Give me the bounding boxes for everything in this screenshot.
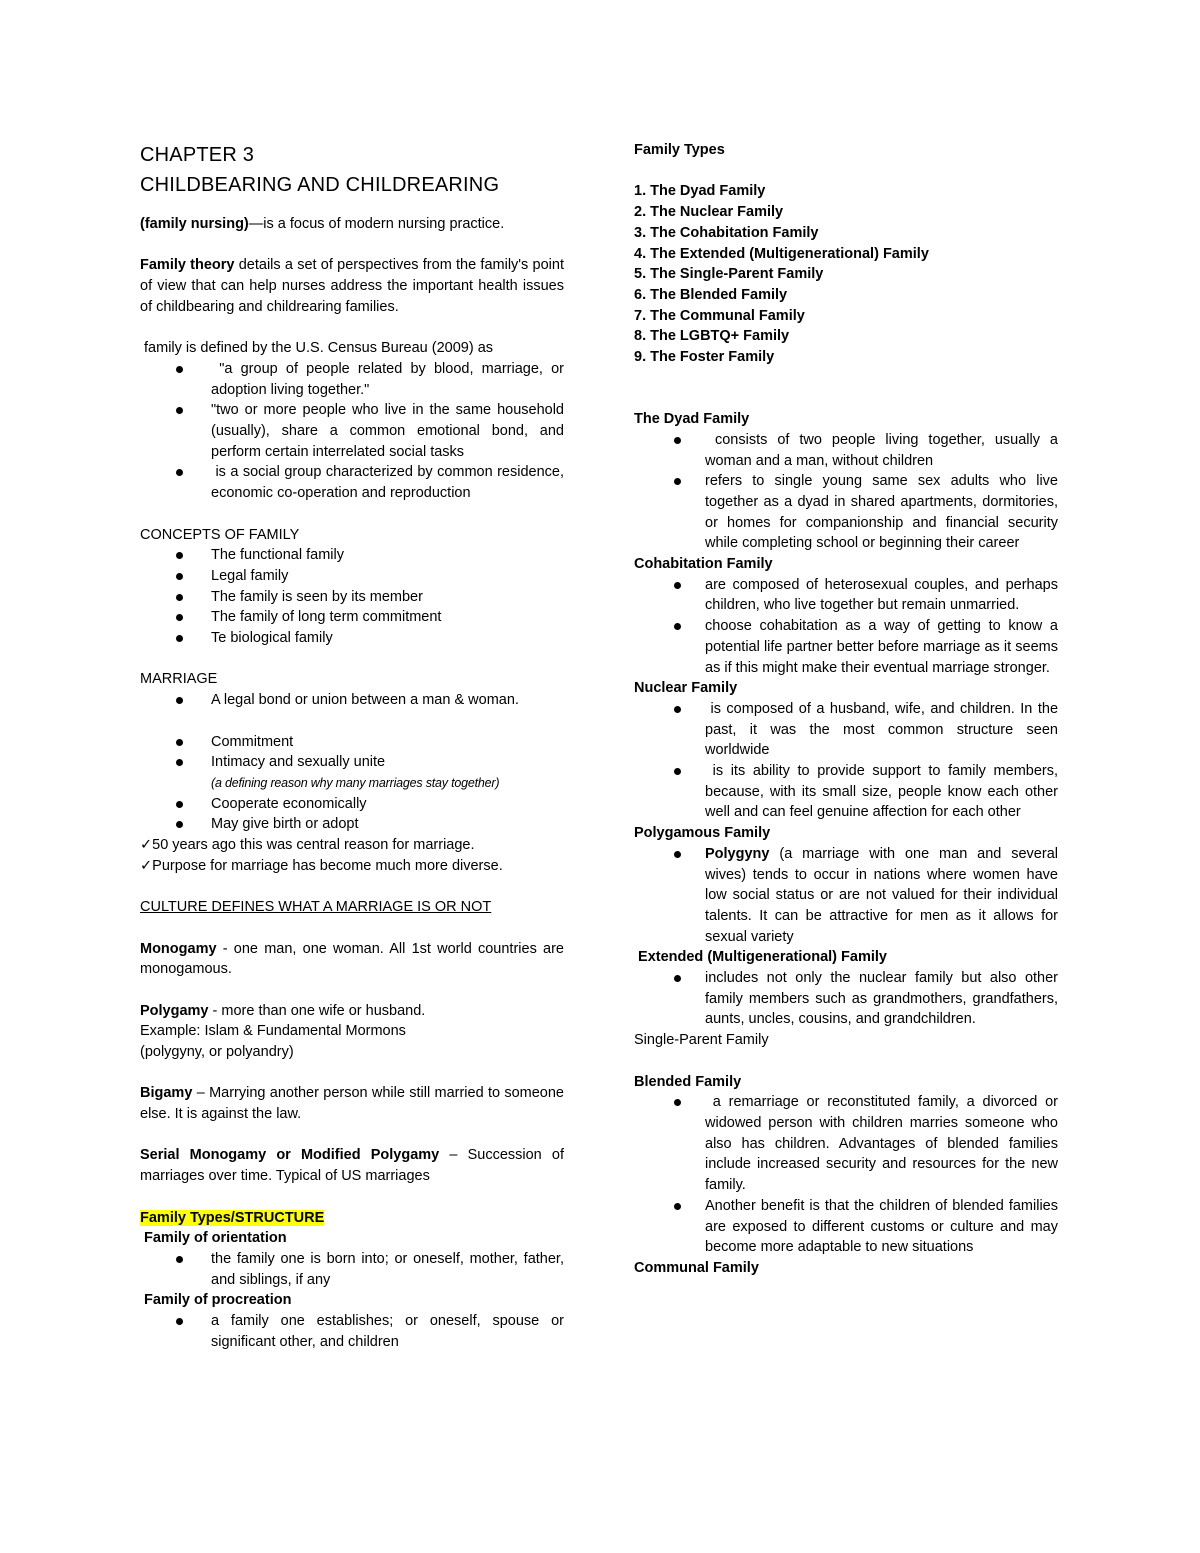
serial-text: – Succession of marriages over time. Typical of US marriages [140,1147,564,1185]
nuclear-list [634,699,1063,823]
list-item: the family one is born into; or oneself, mother, father, and siblings, if any [140,1249,564,1290]
family-theory-text: details a set of perspectives from the family's point of view that can help nurses address the important health issues of childbearing and childrearing families. [140,257,564,315]
procreation-list [140,1311,564,1352]
blended-list [634,1092,1063,1258]
left-column [140,140,569,1353]
marriage-list [140,690,564,711]
check-note-1: ✓50 years ago this was central reason for marriage. [140,837,475,854]
monogamy-text: - one man, one woman. All 1st world countries are monogamous. [140,940,564,978]
check-note-2: ✓Purpose for marriage has become much more diverse. [140,857,503,874]
polygamy-example: Example: Islam & Fundamental Mormons [140,1023,406,1040]
marriage-list-2 [140,732,564,836]
bigamy-term: Bigamy [140,1085,193,1102]
list-item: 4. The Extended (Multigenerational) Family [634,245,929,262]
monogamy-paragraph [140,939,564,980]
orientation-list [140,1249,564,1290]
dyad-list [634,430,1063,554]
nuclear-heading: Nuclear Family [634,680,738,697]
census-intro: family is defined by the U.S. Census Bureau (2009) as [140,340,494,357]
list-item: Another benefit is that the children of blended families are exposed to different customs or culture and may become more adaptable to new situations [634,1196,1058,1258]
list-item: The family is seen by its member [140,587,564,608]
family-theory-paragraph [140,255,564,317]
list-item: are composed of heterosexual couples, and perhaps children, who live together but remain unmarried. [634,575,1058,616]
concepts-list [140,545,564,649]
list-item: The functional family [140,545,564,566]
polygamy-example-2: (polygyny, or polyandry) [140,1044,294,1060]
family-nursing-text: —is a focus of modern nursing practice. [248,216,505,232]
list-item: The family of long term commitment [140,607,564,628]
marriage-heading: MARRIAGE [140,671,218,688]
polygyny-text: (a marriage with one man and several wives) tends to occur in nations where women have low social status or are not valued for their individual talents. It can be attractive for men as it allows for sexual variety [705,845,1058,945]
structure-heading-line [140,1208,564,1229]
list-item: Te biological family [140,628,564,649]
list-item: a remarriage or reconstituted family, a divorced or widowed person with children marries someone who also has children. Advantages of blended families include increased security and resources for the new family. [634,1092,1058,1196]
list-item: consists of two people living together, usually a woman and a man, without children [634,430,1058,471]
marriage-note: (a defining reason why many marriages stay together) [211,775,500,790]
bigamy-paragraph [140,1083,564,1124]
dyad-heading: The Dyad Family [634,411,750,428]
list-item: 3. The Cohabitation Family [634,224,819,241]
list-item: Cooperate economically [140,794,564,815]
list-item: 8. The LGBTQ+ Family [634,328,790,345]
family-nursing-paragraph [140,214,564,235]
polygamous-list [634,844,1058,948]
list-item: 1. The Dyad Family [634,183,766,200]
polygamy-text: - more than one wife or husband. [208,1002,426,1019]
extended-list [634,968,1058,1030]
serial-term: Serial Monogamy or Modified Polygamy [140,1147,440,1164]
orientation-heading: Family of orientation [144,1230,287,1247]
extended-heading: Extended (Multigenerational) Family [634,949,887,966]
communal-heading: Communal Family [634,1259,759,1276]
list-item: Commitment [140,732,564,753]
cohabitation-list [634,575,1058,679]
list-item: "a group of people related by blood, marriage, or adoption living together." [140,359,564,400]
list-item: includes not only the nuclear family but also other family members such as grandmothers, grandfathers, aunts, uncles, cousins, and grandchildren. [634,968,1058,1030]
polygamy-term: Polygamy [140,1002,209,1019]
list-item: is its ability to provide support to family members, because, with its small size, people know each other well and can feel genuine affection for each other [634,761,1058,823]
family-types-list [634,181,1058,367]
list-item: is a social group characterized by common residence, economic co-operation and reproduction [140,462,564,503]
serial-paragraph [140,1145,564,1186]
list-item: is composed of a husband, wife, and children. In the past, it was the most common structure seen worldwide [634,699,1058,761]
right-column [634,140,1063,1279]
monogamy-term: Monogamy [140,940,217,957]
polygamous-heading: Polygamous Family [634,825,771,842]
list-item [634,844,1058,948]
polygamy-paragraph [140,1001,564,1022]
list-item: 5. The Single-Parent Family [634,266,824,283]
list-item: a family one establishes; or oneself, spouse or significant other, and children [140,1311,564,1352]
list-item: Intimacy and sexually unite [140,752,564,773]
family-theory-term: Family theory [140,257,235,274]
list-item: 9. The Foster Family [634,349,775,366]
single-parent-heading: Single-Parent Family [634,1032,769,1049]
polygyny-term: Polygyny [705,845,770,862]
procreation-heading: Family of procreation [144,1292,292,1309]
blended-heading: Blended Family [634,1073,742,1090]
family-types-heading: Family Types [634,142,725,158]
list-item: 2. The Nuclear Family [634,204,784,221]
list-item: A legal bond or union between a man & woman. [140,690,564,711]
list-item: Legal family [140,566,564,587]
concepts-heading: CONCEPTS OF FAMILY [140,526,300,543]
list-item: 7. The Communal Family [634,307,805,324]
census-list [140,359,569,504]
bigamy-text: – Marrying another person while still married to someone else. It is against the law. [140,1085,564,1123]
chapter-number: CHAPTER 3 [140,144,255,166]
list-item: refers to single young same sex adults who live together as a dyad in shared apartments, dormitories, or homes for companionship and financial security while completing school or beginning their career [634,471,1058,554]
cohabitation-heading: Cohabitation Family [634,556,773,573]
list-item: "two or more people who live in the same household (usually), share a common emotional bond, and perform certain interrelated social tasks [140,400,564,462]
list-item: choose cohabitation as a way of getting to know a potential life partner better before marriage as it seems as if this might make their eventual marriage stronger. [634,616,1058,678]
structure-heading: Family Types/STRUCTURE [140,1209,325,1226]
family-nursing-term: (family nursing) [140,216,249,232]
culture-heading: CULTURE DEFINES WHAT A MARRIAGE IS OR NOT [140,899,492,916]
list-item: May give birth or adopt [140,814,564,835]
list-item: 6. The Blended Family [634,286,788,303]
chapter-title: CHILDBEARING AND CHILDREARING [140,174,500,196]
